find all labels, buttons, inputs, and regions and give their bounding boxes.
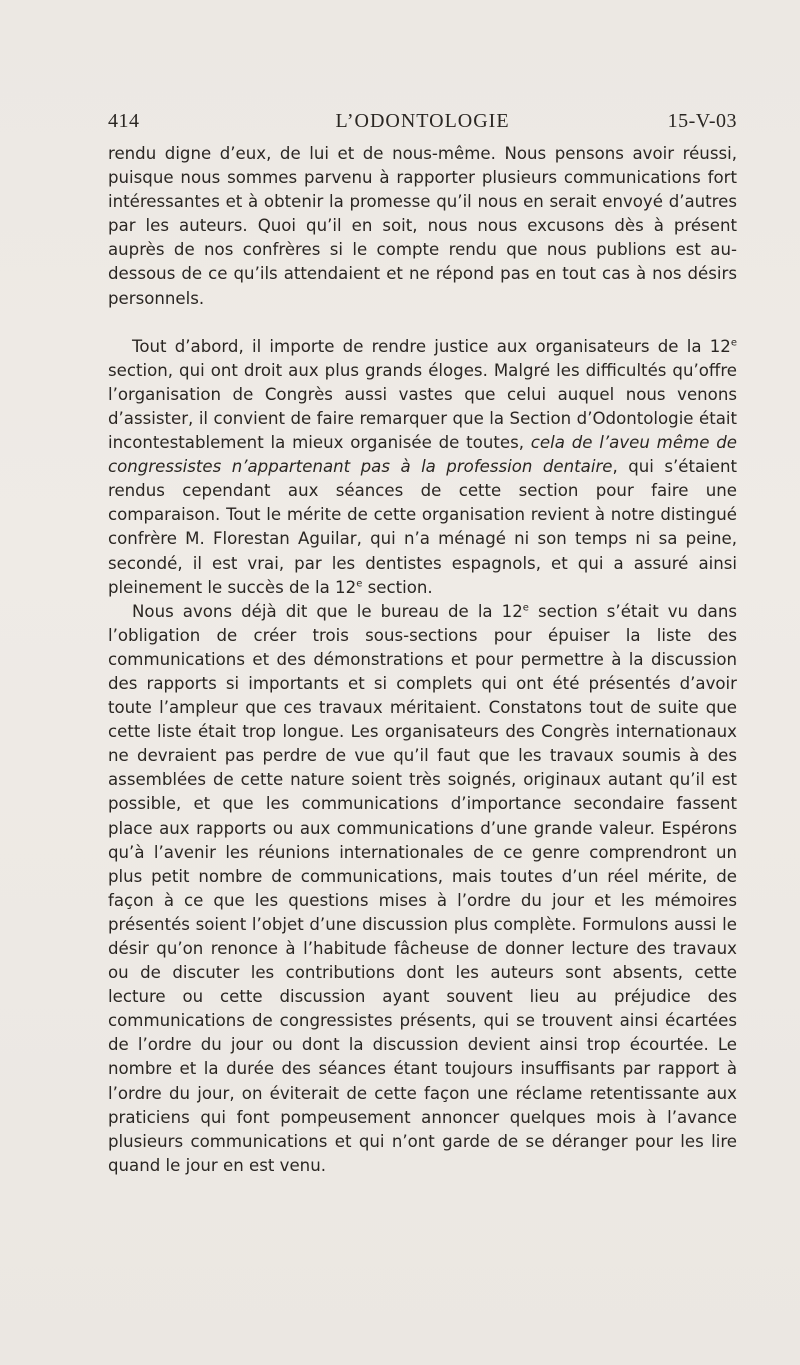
paragraph-recommendations	[108, 600, 737, 1178]
text-run: , qui s’étaient rendus cependant aux séances de cette section pour faire une comparaison. Tout le mérite de cette organisation revient à notre distingué confrère M. Florestan Aguilar, qui n’a ménagé ni son temps ni sa peine, secondé, il est vrai, par les dentistes espagnols, et qui a assuré ainsi pleinement le succès de la 12	[108, 457, 737, 597]
body-text	[108, 142, 737, 1178]
italic-phrase: cela de l’aveu même de congressistes n’appartenant pas à la profession dentaire	[108, 433, 737, 477]
issue-date: 15-V-03	[667, 110, 737, 132]
superscript: e	[356, 578, 363, 590]
text-run: section.	[362, 577, 433, 597]
text-run: section s’était vu dans l’obligation de créer trois sous-sections pour épuiser la liste des communications et des démonstrations et pour permettre à la discussion des rapports si importants et si complets qui ont été présentés d’avoir toute l’ampleur que ces travaux méritaient. Constatons tout de suite que cette liste était trop longue. Les organisateurs des Congrès internationaux ne devraient pas perdre de vue qu’il faut que les travaux soumis à des assemblées de cette nature soient très soignés, originaux autant qu’il est possible, et que les communications d’importance secondaire fassent place aux rapports ou aux communications d’une grande valeur. Espérons qu’à l’avenir les réunions internationales de ce genre comprendront un plus petit nombre de communications, mais toutes d’un réel mérite, de façon à ce que les questions mises à l’ordre du jour et les mémoires présentés soient l’objet d’une discussion plus complète. Formulons aussi le désir qu’on renonce à l’habitude fâcheuse de donner lecture des travaux ou de discuter les contributions dont les auteurs sont absents, cette lecture ou cette discussion ayant souvent lieu au préjudice des communications de congressistes présents, qui se trouvent ainsi écartées de l’ordre du jour ou dont la discussion devient ainsi trop écourtée. Le nombre et la durée des séances étant toujours insuffisants par rapport à l’ordre du jour, on éviterait de cette façon une réclame retentissante aux praticiens qui font pompeusement annoncer quelques mois à l’avance plusieurs communications et qui n’ont garde de se déranger pour les lire quand le jour en est venu.	[108, 601, 738, 1175]
text-run: Nous avons déjà dit que le bureau de la 12	[132, 601, 523, 621]
text-run: section, qui ont droit aux plus grands éloges. Malgré les difficultés qu’offre l’organisation de Congrès aussi vastes que celui auquel nous venons d’assister, il convient de faire remarquer que la Section d’Odontologie était incontestablement la mieux organisée de toutes,	[108, 360, 737, 453]
running-head	[108, 110, 737, 136]
text-run: Tout d’abord, il importe de rendre justice aux organisateurs de la 12	[132, 336, 731, 356]
journal-title: L’ODONTOLOGIE	[335, 110, 510, 132]
superscript: e	[522, 602, 529, 614]
paragraph-continued: rendu digne d’eux, de lui et de nous-même. Nous pensons avoir réussi, puisque nous sommes parvenu à rapporter plusieurs communications fort intéressantes et à obtenir la promesse qu’il nous en serait envoyé d’autres par les auteurs. Quoi qu’il en soit, nous nous excusons dès à présent auprès de nos confrères si le compte rendu que nous publions est au-dessous de ce qu’ils attendaient et ne répond pas en tout cas à nos désirs personnels.	[108, 144, 737, 308]
page-number: 414	[108, 110, 140, 132]
paragraph-organisation	[108, 335, 737, 600]
superscript: e	[730, 337, 737, 349]
